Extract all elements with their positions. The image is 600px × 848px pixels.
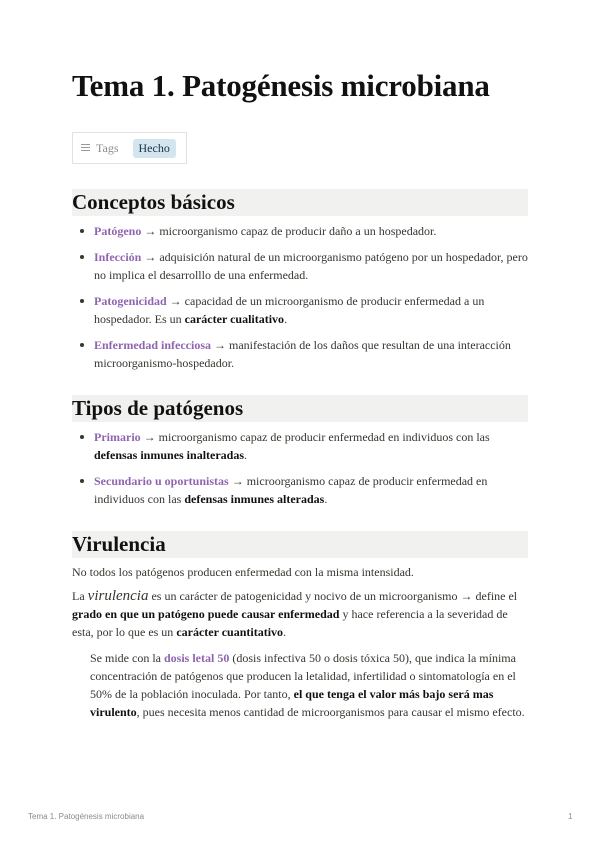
item-bold: defensas inmunes alteradas <box>184 492 325 506</box>
text: es un carácter de patogenicidad y nocivo de un microorganismo → define el <box>148 589 518 603</box>
indented-paragraph <box>72 649 528 721</box>
dosis-term: dosis letal 50 <box>163 651 230 665</box>
heading-conceptos: Conceptos básicos <box>72 189 528 216</box>
list-item <box>72 428 528 464</box>
text: Se mide con la <box>90 651 164 665</box>
section-virulencia <box>72 563 528 721</box>
term: Patogenicidad <box>94 294 167 308</box>
item-end: . <box>244 448 248 462</box>
paragraph: No todos los patógenos producen enfermedad con la misma intensidad. <box>72 565 414 579</box>
term: Secundario u oportunistas <box>94 474 229 488</box>
item-end: . <box>324 492 328 506</box>
tag-chip[interactable]: Hecho <box>133 139 176 158</box>
text: La <box>72 589 88 603</box>
list-item <box>72 222 528 240</box>
section-conceptos <box>72 222 528 380</box>
item-bold: defensas inmunes inalteradas <box>94 448 245 462</box>
list-item <box>72 292 528 328</box>
list-item <box>72 336 528 372</box>
section-tipos <box>72 428 528 516</box>
heading-tipos: Tipos de patógenos <box>72 395 528 422</box>
page-title: Tema 1. Patogénesis microbiana <box>72 68 490 103</box>
term: Enfermedad infecciosa <box>94 338 211 352</box>
heading-virulencia: Virulencia <box>72 531 528 558</box>
bold-text: carácter cuantitativo <box>176 625 284 639</box>
text: . <box>283 625 287 639</box>
item-text: → microorganismo capaz de producir enfermedad en individuos con las <box>94 474 488 506</box>
list-conceptos <box>72 222 528 372</box>
item-text: → adquisición natural de un microorganismo patógeno por un hospedador, pero no implica el desarrolllo de una enfermedad. <box>94 250 528 282</box>
list-icon <box>81 144 90 152</box>
text: y hace referencia a la severidad de esta, por lo que es un <box>72 607 508 639</box>
item-text: → microorganismo capaz de producir enfermedad en individuos con las <box>140 430 490 444</box>
item-text: → capacidad de un microorganismo de producir enfermedad a un hospedador. Es un <box>94 294 485 326</box>
text: , pues necesita menos cantidad de microorganismos para causar el mismo efecto. <box>136 705 525 719</box>
term: Infección <box>94 250 142 264</box>
page-number: 1 <box>568 812 573 821</box>
list-item <box>72 472 528 508</box>
virulencia-term: virulencia <box>87 588 149 604</box>
bold-text: grado en que un patógeno puede causar enfermedad <box>72 607 340 621</box>
properties-row <box>72 132 187 164</box>
footer-title: Tema 1. Patogénesis microbiana <box>28 812 145 821</box>
text: (dosis infectiva 50 o dosis tóxica 50), que indica la mínima concentración de patógenos que producen la letalidad, infertilidad o sintomatología en el 50% de la población inoculada. Por tanto, <box>90 651 516 701</box>
list-item <box>72 248 528 284</box>
item-text: → manifestación de los daños que resultan de una interacción microorganismo-hospedador. <box>94 338 511 370</box>
term: Patógeno <box>94 224 142 238</box>
list-tipos <box>72 428 528 508</box>
paragraph <box>72 587 528 641</box>
term: Primario <box>94 430 141 444</box>
item-end: . <box>284 312 288 326</box>
tags-label: Tags <box>96 140 119 155</box>
item-text: → microorganismo capaz de producir daño a un hospedador. <box>141 224 437 238</box>
bold-text: el que tenga el valor más bajo será mas virulento <box>90 687 494 719</box>
item-bold: carácter cualitativo <box>184 312 285 326</box>
